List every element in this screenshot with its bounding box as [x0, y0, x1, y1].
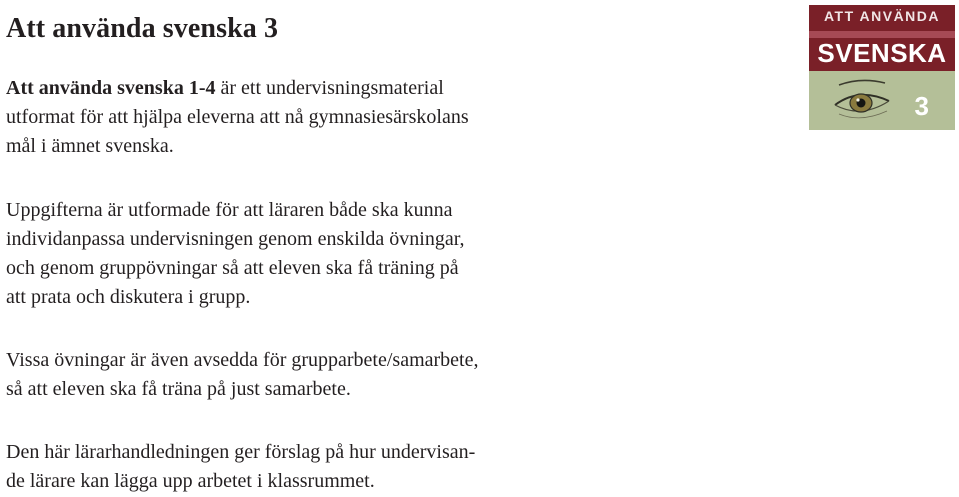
cover-band: [809, 31, 955, 38]
groupwork-line-2: så att eleven ska få träna på just samarbete.: [6, 378, 351, 400]
intro-paragraph: [6, 74, 469, 161]
guide-line-1: Den här lärarhandledningen ger förslag på hur undervisan-: [6, 441, 476, 463]
intro-line-1: [6, 74, 469, 103]
intro-bold-lead: Att använda svenska 1-4: [6, 77, 216, 99]
groupwork-line-1: Vissa övningar är även avsedda för grupparbete/samarbete,: [6, 349, 479, 371]
tasks-line-4: att prata och diskutera i grupp.: [6, 286, 251, 308]
intro-line-2: utformat för att hjälpa eleverna att nå gymnasiesärskolans: [6, 106, 469, 128]
intro-line-3: mål i ämnet svenska.: [6, 135, 174, 157]
cover-volume-number: 3: [914, 91, 929, 121]
tasks-line-1: Uppgifterna är utformade för att läraren både ska kunna: [6, 199, 453, 221]
book-cover: [809, 5, 955, 130]
page-title: Att använda svenska 3: [6, 13, 279, 44]
tasks-line-2: individanpassa undervisningen genom enskilda övningar,: [6, 228, 465, 250]
tasks-paragraph: [6, 196, 465, 312]
cover-title: SVENSKA: [817, 38, 947, 68]
tasks-line-3: och genom gruppövningar så att eleven ska få träning på: [6, 257, 459, 279]
guide-line-2: de lärare kan lägga upp arbetet i klassrummet.: [6, 470, 375, 492]
cover-art: [809, 71, 955, 130]
groupwork-paragraph: [6, 346, 479, 404]
cover-subtitle: ATT ANVÄNDA: [823, 8, 941, 24]
guide-paragraph: [6, 438, 475, 496]
intro-line-1-rest: är ett undervisningsmaterial: [215, 77, 444, 99]
eye-icon: [809, 71, 955, 130]
